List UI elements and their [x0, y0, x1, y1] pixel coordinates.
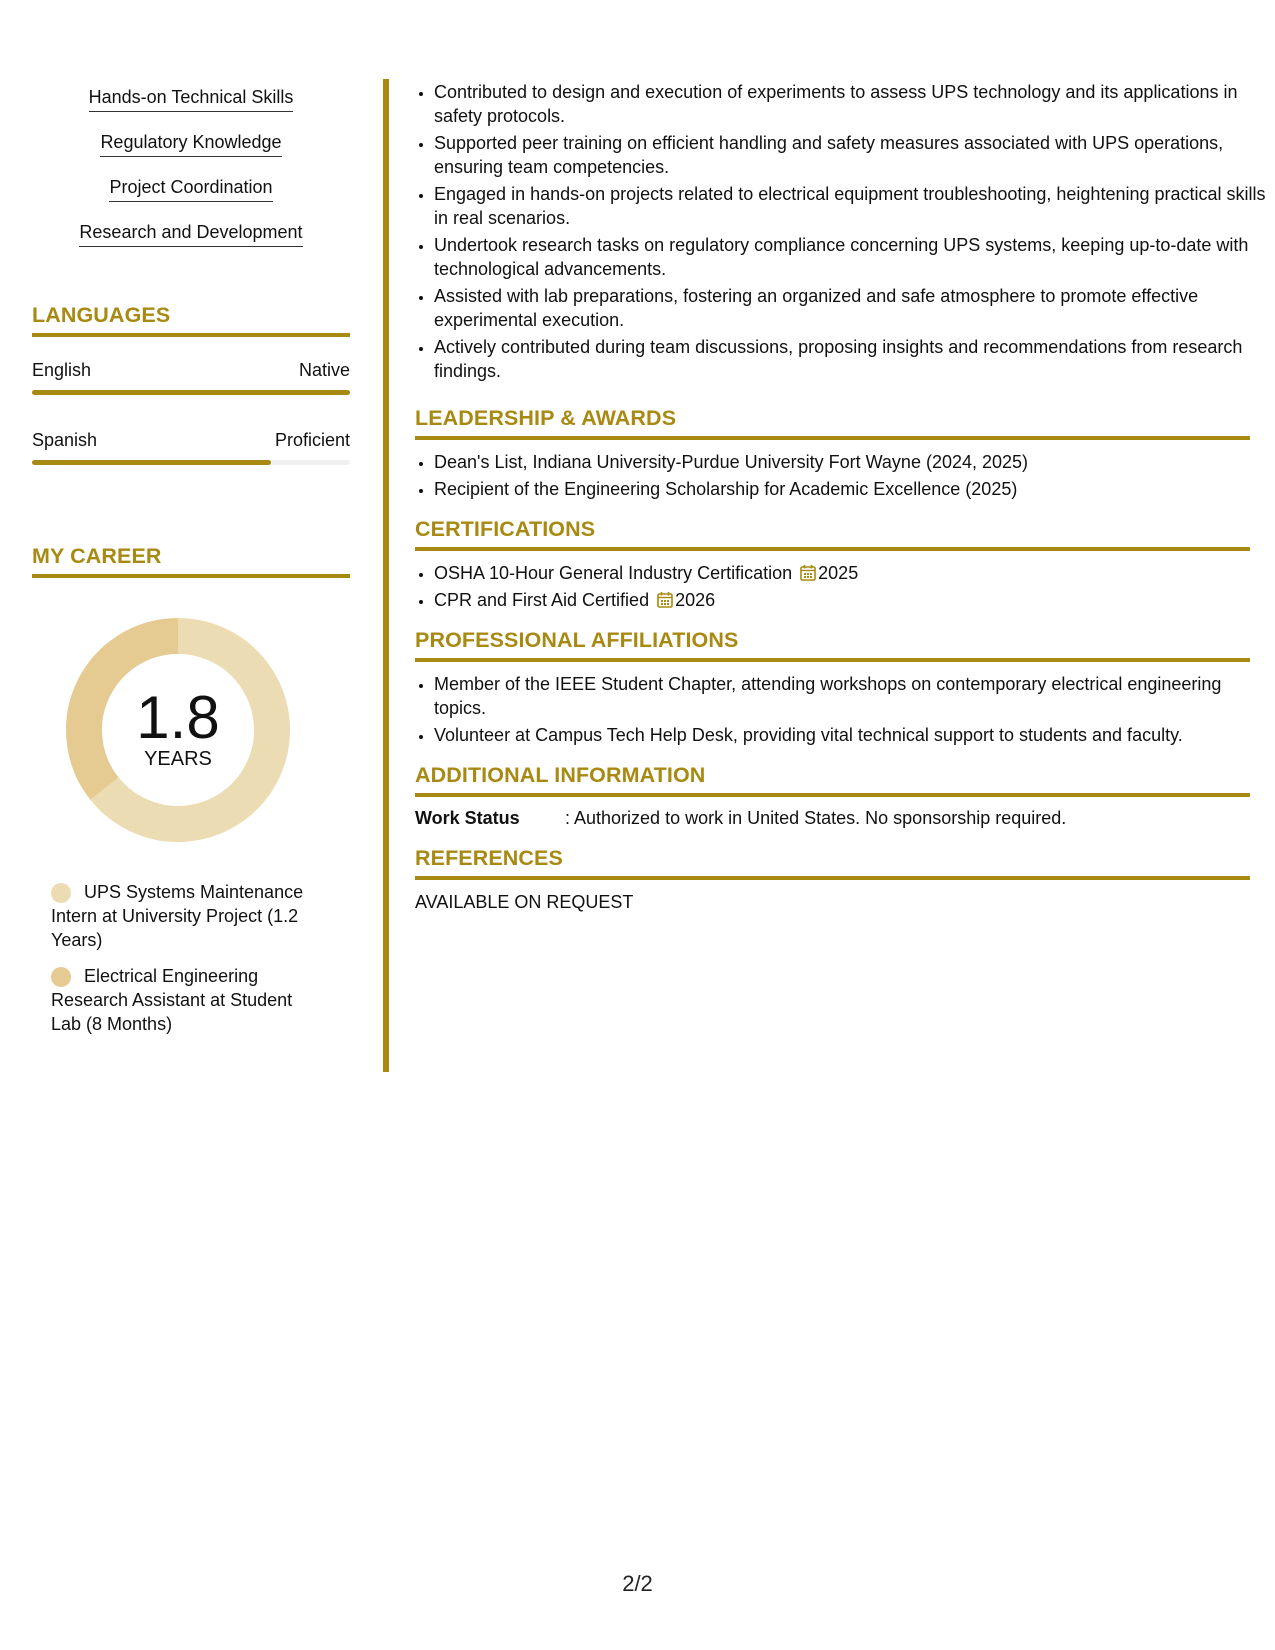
language-english: [32, 359, 350, 399]
language-name: Spanish: [32, 430, 98, 450]
section-divider: [415, 793, 1250, 797]
additional-info-title: ADDITIONAL INFORMATION: [415, 763, 706, 787]
section-divider: [415, 436, 1250, 440]
skill-item: Research and Development: [32, 221, 350, 266]
calendar-icon: [800, 564, 816, 581]
column-divider: [383, 79, 389, 1072]
list-item: • OSHA 10-Hour General Industry Certification 2025: [434, 561, 1250, 585]
page-number: 2/2: [622, 1571, 653, 1596]
section-divider: [32, 574, 350, 578]
list-item: • CPR and First Aid Certified 2026: [434, 588, 1250, 612]
list-item: • Member of the IEEE Student Chapter, attending workshops on contemporary electrical engineering topics.: [434, 672, 1250, 720]
certifications-section: [415, 516, 1250, 615]
languages-title: LANGUAGES: [32, 303, 171, 327]
language-level: Proficient: [274, 430, 350, 450]
work-status-value: : Authorized to work in United States. No sponsorship required.: [565, 808, 1067, 828]
experience-bullets: [415, 80, 1269, 386]
legend-dot: [51, 967, 71, 987]
calendar-icon: [657, 591, 673, 608]
skill-item: Hands-on Technical Skills: [32, 86, 350, 131]
list-item: • Assisted with lab preparations, fostering an organized and safe atmosphere to promote effective experimental execution.: [434, 284, 1269, 332]
references-text: AVAILABLE ON REQUEST: [415, 892, 634, 912]
career-legend: [51, 880, 321, 1048]
section-divider: [415, 658, 1250, 662]
additional-info-section: [415, 762, 1250, 830]
language-bar-fill: [32, 390, 350, 395]
skill-item: Regulatory Knowledge: [32, 131, 350, 176]
career-title: MY CAREER: [32, 544, 162, 568]
career-legend-item: UPS Systems Maintenance Intern at University Project (1.2 Years): [51, 882, 304, 950]
list-item: • Undertook research tasks on regulatory compliance concerning UPS systems, keeping up-to-date with technological advancements.: [434, 233, 1269, 281]
language-name: English: [32, 360, 92, 380]
affiliations-section: [415, 627, 1250, 750]
legend-dot: [51, 883, 71, 903]
section-divider: [32, 333, 350, 337]
list-item: • Engaged in hands-on projects related to electrical equipment troubleshooting, heightening practical skills in real scenarios.: [434, 182, 1269, 230]
list-item: • Dean's List, Indiana University-Purdue University Fort Wayne (2024, 2025): [434, 450, 1250, 474]
career-section: [32, 543, 350, 1034]
section-divider: [415, 876, 1250, 880]
language-spanish: [32, 429, 350, 469]
list-item: • Supported peer training on efficient handling and safety measures associated with UPS operations, ensuring team competencies.: [434, 131, 1269, 179]
skill-item: Project Coordination: [32, 176, 350, 221]
career-donut-chart: [66, 618, 290, 842]
work-status-row: [415, 806, 1250, 830]
leadership-title: LEADERSHIP & AWARDS: [415, 406, 677, 430]
language-bar: [32, 390, 350, 395]
references-title: REFERENCES: [415, 846, 563, 870]
work-status-label: Work Status: [415, 808, 520, 828]
career-total-years: 1.8: [136, 684, 220, 751]
language-bar: [32, 460, 350, 465]
list-item: • Actively contributed during team discussions, proposing insights and recommendations from research findings.: [434, 335, 1269, 383]
affiliations-title: PROFESSIONAL AFFILIATIONS: [415, 628, 739, 652]
language-bar-fill: [32, 460, 271, 465]
section-divider: [415, 547, 1250, 551]
languages-section: [32, 302, 350, 469]
references-section: [415, 845, 1250, 914]
list-item: • Volunteer at Campus Tech Help Desk, providing vital technical support to students and faculty.: [434, 723, 1250, 747]
career-legend-item: Electrical Engineering Research Assistant at Student Lab (8 Months): [51, 966, 293, 1034]
leadership-section: [415, 405, 1250, 504]
list-item: • Contributed to design and execution of experiments to assess UPS technology and its applications in safety protocols.: [434, 80, 1269, 128]
certifications-title: CERTIFICATIONS: [415, 517, 596, 541]
list-item: • Recipient of the Engineering Scholarship for Academic Excellence (2025): [434, 477, 1250, 501]
career-total-unit: YEARS: [144, 748, 212, 770]
language-level: Native: [298, 360, 350, 380]
skills-list: [32, 86, 350, 266]
